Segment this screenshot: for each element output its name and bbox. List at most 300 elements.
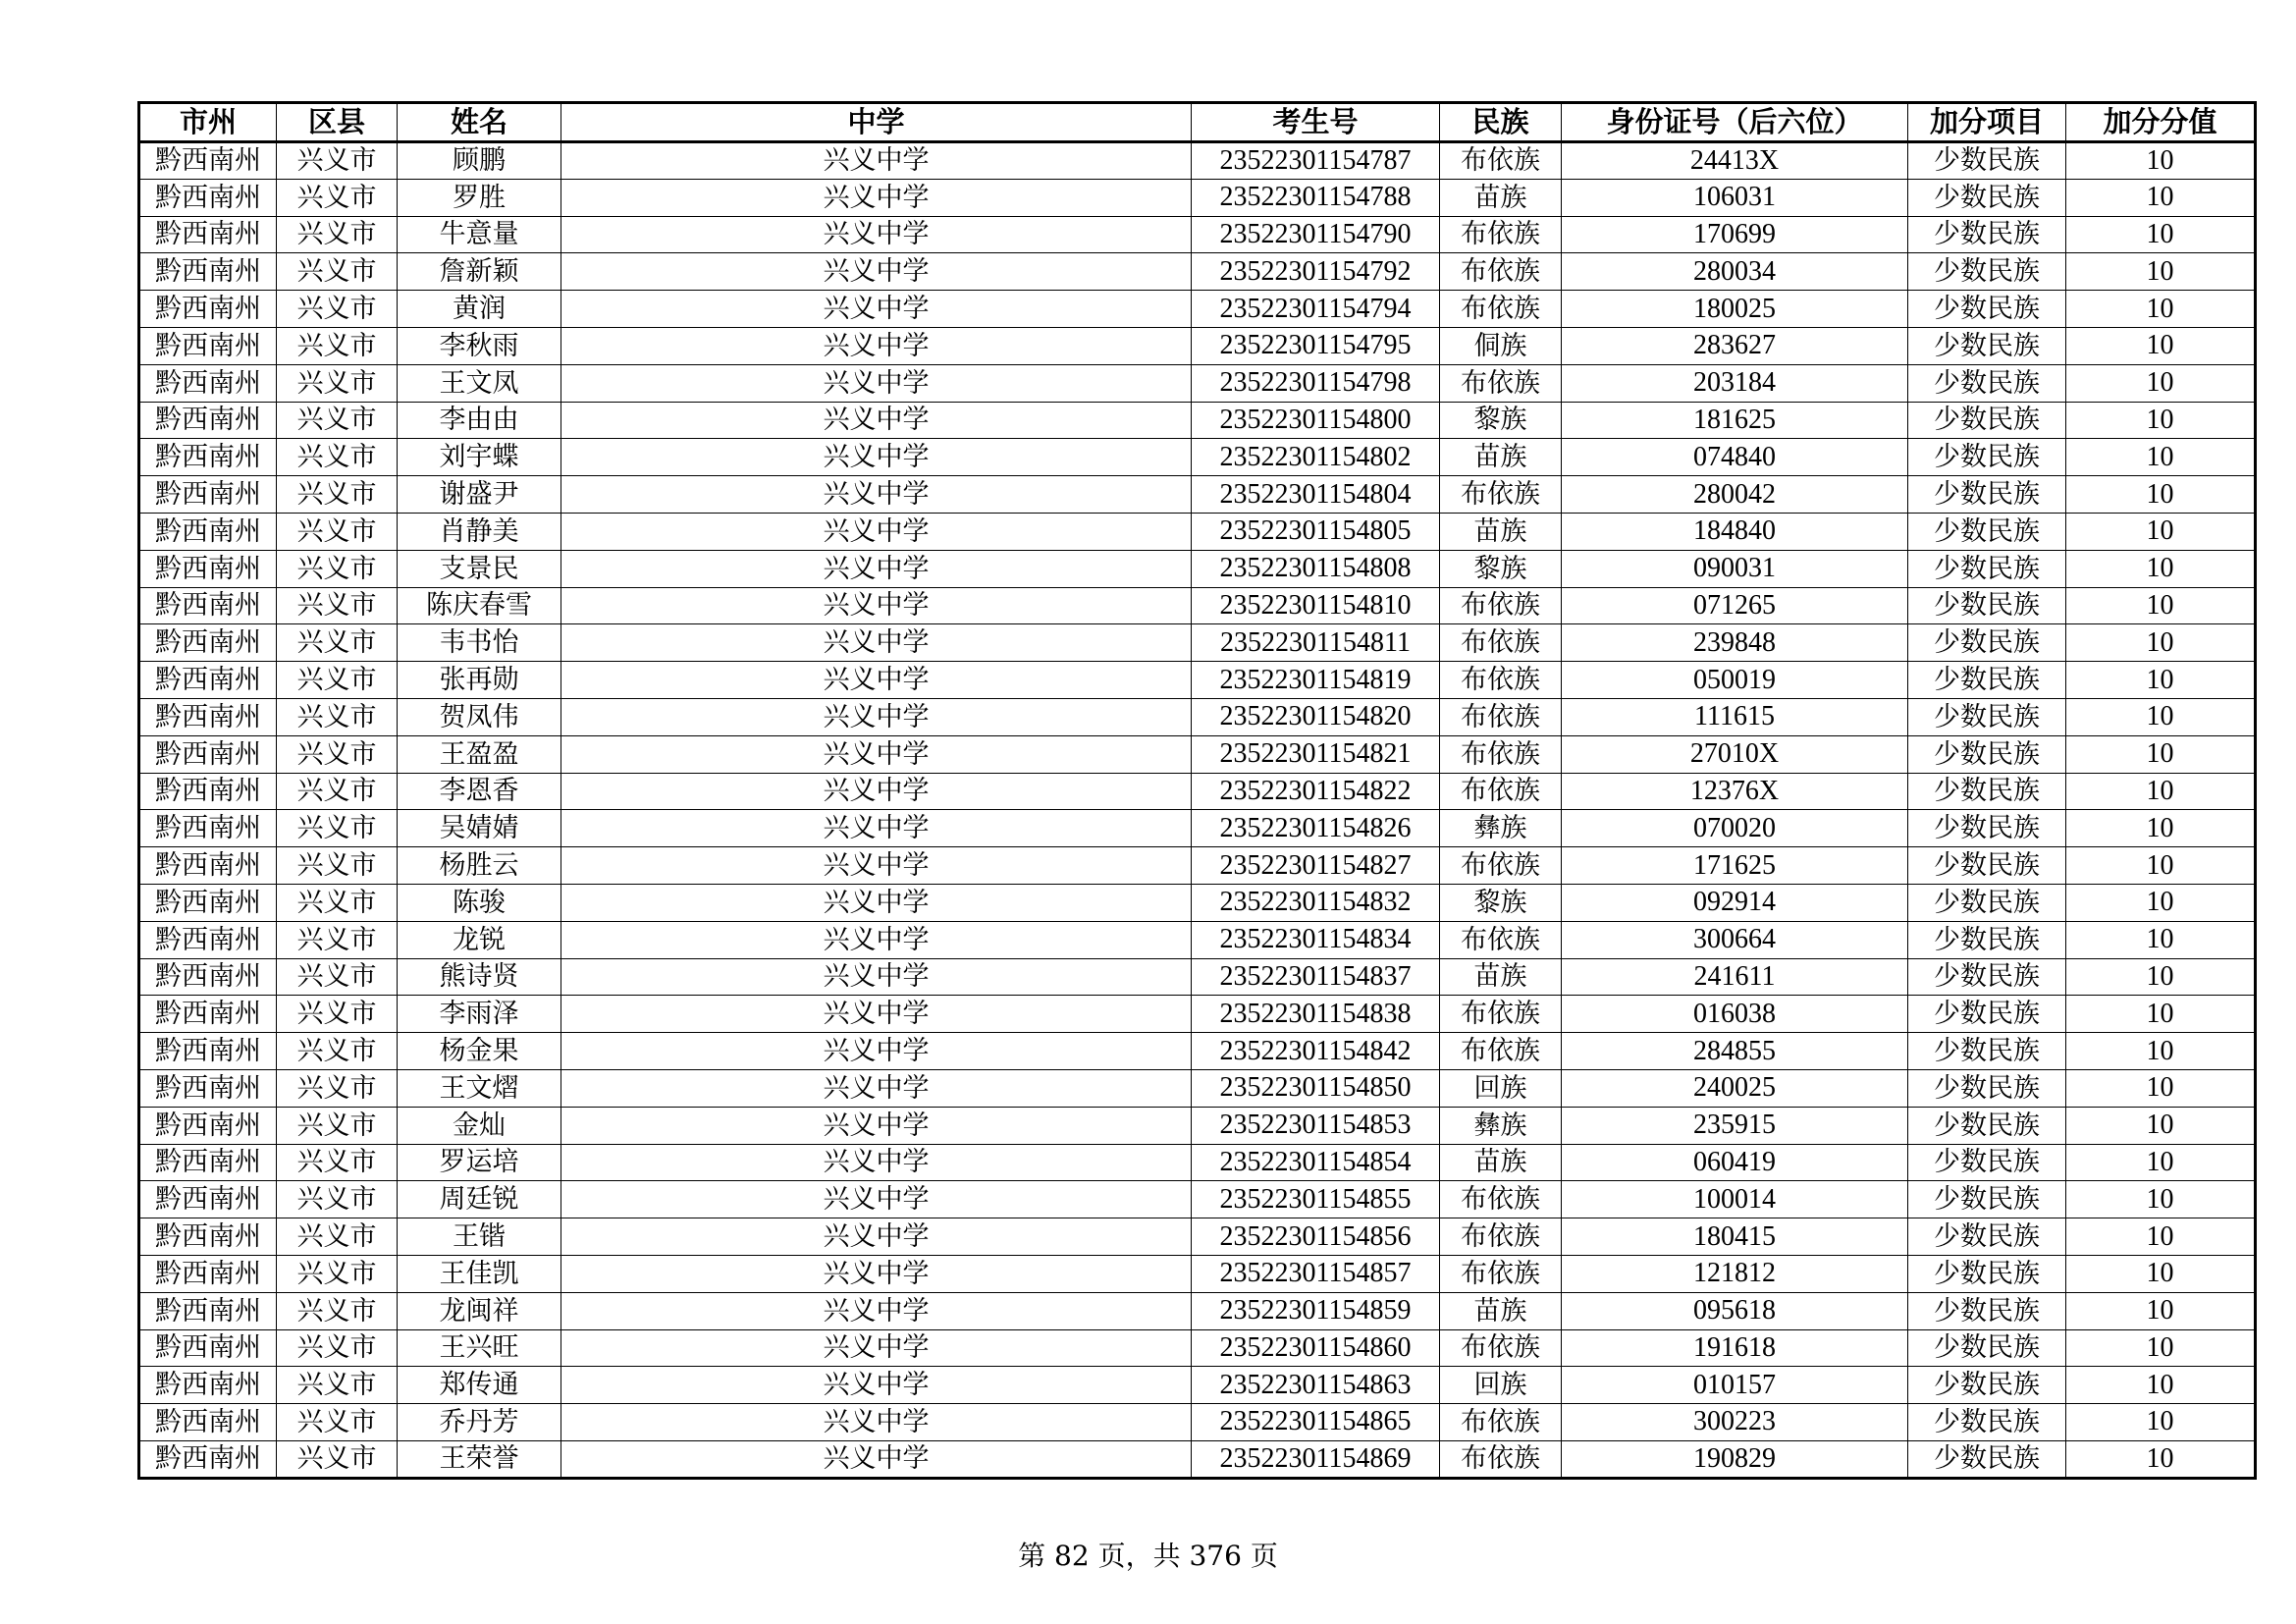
cell-ethnicity: 布依族 (1440, 364, 1562, 402)
cell-name: 李由由 (398, 402, 561, 439)
cell-city: 黔西南州 (139, 364, 277, 402)
cell-bonus-item: 少数民族 (1908, 735, 2066, 773)
cell-city: 黔西南州 (139, 884, 277, 921)
cell-school: 兴义中学 (561, 1144, 1192, 1181)
cell-city: 黔西南州 (139, 513, 277, 550)
cell-county: 兴义市 (277, 735, 398, 773)
cell-id-last-six: 27010X (1562, 735, 1908, 773)
table-row (139, 1069, 2256, 1107)
cell-exam-id: 23522301154808 (1192, 550, 1440, 587)
cell-ethnicity: 黎族 (1440, 550, 1562, 587)
cell-name: 韦书怡 (398, 624, 561, 662)
cell-ethnicity: 布依族 (1440, 1181, 1562, 1218)
cell-name: 杨金果 (398, 1033, 561, 1070)
cell-ethnicity: 布依族 (1440, 698, 1562, 735)
cell-city: 黔西南州 (139, 402, 277, 439)
cell-city: 黔西南州 (139, 439, 277, 476)
cell-id-last-six: 121812 (1562, 1255, 1908, 1292)
cell-exam-id: 23522301154850 (1192, 1069, 1440, 1107)
cell-bonus-item: 少数民族 (1908, 476, 2066, 514)
table-row (139, 662, 2256, 699)
cell-ethnicity: 布依族 (1440, 1033, 1562, 1070)
col-header-ethnicity: 民族 (1440, 103, 1562, 142)
cell-bonus-item: 少数民族 (1908, 402, 2066, 439)
cell-city: 黔西南州 (139, 142, 277, 180)
cell-id-last-six: 12376X (1562, 773, 1908, 810)
col-header-city: 市州 (139, 103, 277, 142)
cell-bonus-item: 少数民族 (1908, 587, 2066, 624)
cell-bonus-item: 少数民族 (1908, 364, 2066, 402)
cell-exam-id: 23522301154804 (1192, 476, 1440, 514)
cell-name: 王盈盈 (398, 735, 561, 773)
cell-id-last-six: 24413X (1562, 142, 1908, 180)
cell-id-last-six: 170699 (1562, 216, 1908, 253)
table-row (139, 773, 2256, 810)
cell-ethnicity: 布依族 (1440, 1255, 1562, 1292)
cell-bonus-item: 少数民族 (1908, 1292, 2066, 1329)
cell-bonus-item: 少数民族 (1908, 624, 2066, 662)
cell-exam-id: 23522301154827 (1192, 847, 1440, 885)
cell-county: 兴义市 (277, 513, 398, 550)
table-row (139, 364, 2256, 402)
cell-bonus-item: 少数民族 (1908, 1144, 2066, 1181)
table-row (139, 1033, 2256, 1070)
cell-name: 杨胜云 (398, 847, 561, 885)
cell-bonus-value: 10 (2066, 773, 2256, 810)
cell-school: 兴义中学 (561, 550, 1192, 587)
cell-bonus-value: 10 (2066, 921, 2256, 958)
cell-exam-id: 23522301154865 (1192, 1404, 1440, 1441)
cell-exam-id: 23522301154800 (1192, 402, 1440, 439)
cell-city: 黔西南州 (139, 921, 277, 958)
cell-ethnicity: 布依族 (1440, 847, 1562, 885)
cell-bonus-item: 少数民族 (1908, 1255, 2066, 1292)
cell-ethnicity: 苗族 (1440, 1292, 1562, 1329)
cell-exam-id: 23522301154802 (1192, 439, 1440, 476)
cell-bonus-item: 少数民族 (1908, 439, 2066, 476)
cell-bonus-value: 10 (2066, 1033, 2256, 1070)
cell-ethnicity: 布依族 (1440, 1329, 1562, 1367)
cell-school: 兴义中学 (561, 402, 1192, 439)
cell-ethnicity: 布依族 (1440, 142, 1562, 180)
cell-bonus-value: 10 (2066, 958, 2256, 996)
cell-county: 兴义市 (277, 1329, 398, 1367)
cell-ethnicity: 布依族 (1440, 291, 1562, 328)
cell-school: 兴义中学 (561, 1404, 1192, 1441)
cell-bonus-item: 少数民族 (1908, 1181, 2066, 1218)
cell-ethnicity: 布依族 (1440, 996, 1562, 1033)
cell-ethnicity: 苗族 (1440, 513, 1562, 550)
cell-ethnicity: 苗族 (1440, 958, 1562, 996)
cell-bonus-value: 10 (2066, 364, 2256, 402)
cell-exam-id: 23522301154798 (1192, 364, 1440, 402)
cell-school: 兴义中学 (561, 364, 1192, 402)
table-row (139, 698, 2256, 735)
cell-city: 黔西南州 (139, 1107, 277, 1144)
cell-county: 兴义市 (277, 216, 398, 253)
table-row (139, 402, 2256, 439)
cell-city: 黔西南州 (139, 1181, 277, 1218)
cell-city: 黔西南州 (139, 253, 277, 291)
cell-bonus-value: 10 (2066, 142, 2256, 180)
cell-county: 兴义市 (277, 253, 398, 291)
cell-exam-id: 23522301154788 (1192, 179, 1440, 216)
cell-city: 黔西南州 (139, 773, 277, 810)
cell-school: 兴义中学 (561, 884, 1192, 921)
cell-bonus-value: 10 (2066, 1218, 2256, 1256)
cell-exam-id: 23522301154842 (1192, 1033, 1440, 1070)
cell-county: 兴义市 (277, 587, 398, 624)
cell-county: 兴义市 (277, 364, 398, 402)
cell-name: 顾鹏 (398, 142, 561, 180)
cell-county: 兴义市 (277, 1218, 398, 1256)
cell-school: 兴义中学 (561, 439, 1192, 476)
cell-name: 支景民 (398, 550, 561, 587)
cell-school: 兴义中学 (561, 1292, 1192, 1329)
cell-city: 黔西南州 (139, 1218, 277, 1256)
cell-city: 黔西南州 (139, 1033, 277, 1070)
cell-bonus-item: 少数民族 (1908, 1404, 2066, 1441)
cell-ethnicity: 苗族 (1440, 439, 1562, 476)
cell-id-last-six: 235915 (1562, 1107, 1908, 1144)
cell-bonus-item: 少数民族 (1908, 142, 2066, 180)
cell-bonus-item: 少数民族 (1908, 179, 2066, 216)
cell-school: 兴义中学 (561, 662, 1192, 699)
cell-name: 陈庆春雪 (398, 587, 561, 624)
cell-bonus-item: 少数民族 (1908, 1107, 2066, 1144)
cell-bonus-value: 10 (2066, 1367, 2256, 1404)
cell-county: 兴义市 (277, 1107, 398, 1144)
cell-name: 贺凤伟 (398, 698, 561, 735)
table-row (139, 921, 2256, 958)
cell-city: 黔西南州 (139, 1255, 277, 1292)
col-header-exam-id: 考生号 (1192, 103, 1440, 142)
cell-id-last-six: 070020 (1562, 810, 1908, 847)
cell-exam-id: 23522301154853 (1192, 1107, 1440, 1144)
cell-exam-id: 23522301154822 (1192, 773, 1440, 810)
cell-school: 兴义中学 (561, 476, 1192, 514)
cell-ethnicity: 布依族 (1440, 587, 1562, 624)
cell-name: 熊诗贤 (398, 958, 561, 996)
cell-name: 肖静美 (398, 513, 561, 550)
cell-name: 金灿 (398, 1107, 561, 1144)
cell-ethnicity: 布依族 (1440, 1218, 1562, 1256)
table-row (139, 587, 2256, 624)
bonus-points-table (137, 101, 2257, 1480)
cell-school: 兴义中学 (561, 1329, 1192, 1367)
cell-county: 兴义市 (277, 550, 398, 587)
cell-name: 陈骏 (398, 884, 561, 921)
cell-id-last-six: 050019 (1562, 662, 1908, 699)
table-row (139, 958, 2256, 996)
col-header-school: 中学 (561, 103, 1192, 142)
cell-name: 李秋雨 (398, 327, 561, 364)
col-header-bonus-item: 加分项目 (1908, 103, 2066, 142)
cell-id-last-six: 180025 (1562, 291, 1908, 328)
cell-name: 罗运培 (398, 1144, 561, 1181)
cell-bonus-value: 10 (2066, 327, 2256, 364)
cell-city: 黔西南州 (139, 847, 277, 885)
cell-id-last-six: 111615 (1562, 698, 1908, 735)
cell-bonus-value: 10 (2066, 735, 2256, 773)
cell-bonus-item: 少数民族 (1908, 1367, 2066, 1404)
cell-school: 兴义中学 (561, 253, 1192, 291)
cell-county: 兴义市 (277, 327, 398, 364)
cell-city: 黔西南州 (139, 587, 277, 624)
table-row (139, 735, 2256, 773)
cell-city: 黔西南州 (139, 1329, 277, 1367)
cell-bonus-item: 少数民族 (1908, 810, 2066, 847)
table-row (139, 439, 2256, 476)
cell-exam-id: 23522301154837 (1192, 958, 1440, 996)
col-header-county: 区县 (277, 103, 398, 142)
cell-city: 黔西南州 (139, 662, 277, 699)
cell-bonus-value: 10 (2066, 1181, 2256, 1218)
cell-exam-id: 23522301154869 (1192, 1440, 1440, 1478)
cell-id-last-six: 074840 (1562, 439, 1908, 476)
cell-id-last-six: 190829 (1562, 1440, 1908, 1478)
cell-bonus-value: 10 (2066, 810, 2256, 847)
cell-school: 兴义中学 (561, 587, 1192, 624)
cell-id-last-six: 106031 (1562, 179, 1908, 216)
cell-ethnicity: 布依族 (1440, 1404, 1562, 1441)
table-row (139, 1367, 2256, 1404)
cell-county: 兴义市 (277, 773, 398, 810)
cell-city: 黔西南州 (139, 291, 277, 328)
cell-bonus-item: 少数民族 (1908, 884, 2066, 921)
cell-bonus-value: 10 (2066, 402, 2256, 439)
cell-county: 兴义市 (277, 402, 398, 439)
cell-exam-id: 23522301154794 (1192, 291, 1440, 328)
cell-city: 黔西南州 (139, 216, 277, 253)
cell-school: 兴义中学 (561, 1181, 1192, 1218)
cell-bonus-value: 10 (2066, 1404, 2256, 1441)
cell-name: 牛意量 (398, 216, 561, 253)
cell-id-last-six: 280034 (1562, 253, 1908, 291)
cell-id-last-six: 203184 (1562, 364, 1908, 402)
table-row (139, 1329, 2256, 1367)
cell-city: 黔西南州 (139, 958, 277, 996)
cell-school: 兴义中学 (561, 1440, 1192, 1478)
cell-id-last-six: 100014 (1562, 1181, 1908, 1218)
cell-exam-id: 23522301154860 (1192, 1329, 1440, 1367)
cell-bonus-item: 少数民族 (1908, 958, 2066, 996)
cell-name: 刘宇蝶 (398, 439, 561, 476)
table-row (139, 216, 2256, 253)
cell-bonus-value: 10 (2066, 996, 2256, 1033)
cell-bonus-item: 少数民族 (1908, 1329, 2066, 1367)
cell-city: 黔西南州 (139, 810, 277, 847)
cell-bonus-item: 少数民族 (1908, 921, 2066, 958)
table-row (139, 996, 2256, 1033)
cell-id-last-six: 090031 (1562, 550, 1908, 587)
cell-name: 王佳凯 (398, 1255, 561, 1292)
cell-city: 黔西南州 (139, 476, 277, 514)
cell-school: 兴义中学 (561, 921, 1192, 958)
cell-city: 黔西南州 (139, 179, 277, 216)
cell-id-last-six: 010157 (1562, 1367, 1908, 1404)
cell-name: 李雨泽 (398, 996, 561, 1033)
cell-county: 兴义市 (277, 1181, 398, 1218)
cell-school: 兴义中学 (561, 1255, 1192, 1292)
cell-bonus-item: 少数民族 (1908, 773, 2066, 810)
cell-city: 黔西南州 (139, 1404, 277, 1441)
cell-bonus-value: 10 (2066, 1144, 2256, 1181)
cell-bonus-value: 10 (2066, 1255, 2256, 1292)
cell-city: 黔西南州 (139, 1367, 277, 1404)
col-header-bonus-value: 加分分值 (2066, 103, 2256, 142)
cell-name: 王荣誉 (398, 1440, 561, 1478)
cell-city: 黔西南州 (139, 624, 277, 662)
header-row (139, 103, 2256, 142)
cell-name: 周廷锐 (398, 1181, 561, 1218)
col-header-name: 姓名 (398, 103, 561, 142)
cell-name: 黄润 (398, 291, 561, 328)
cell-name: 龙闽祥 (398, 1292, 561, 1329)
col-header-id-last-six: 身份证号（后六位） (1562, 103, 1908, 142)
cell-city: 黔西南州 (139, 1069, 277, 1107)
cell-name: 龙锐 (398, 921, 561, 958)
cell-exam-id: 23522301154856 (1192, 1218, 1440, 1256)
table-row (139, 142, 2256, 180)
cell-id-last-six: 284855 (1562, 1033, 1908, 1070)
table-row (139, 1404, 2256, 1441)
cell-county: 兴义市 (277, 1255, 398, 1292)
cell-exam-id: 23522301154811 (1192, 624, 1440, 662)
cell-ethnicity: 布依族 (1440, 735, 1562, 773)
cell-bonus-value: 10 (2066, 179, 2256, 216)
cell-bonus-value: 10 (2066, 513, 2256, 550)
cell-city: 黔西南州 (139, 996, 277, 1033)
cell-bonus-value: 10 (2066, 550, 2256, 587)
cell-bonus-value: 10 (2066, 587, 2256, 624)
cell-school: 兴义中学 (561, 810, 1192, 847)
cell-id-last-six: 280042 (1562, 476, 1908, 514)
cell-bonus-item: 少数民族 (1908, 513, 2066, 550)
cell-bonus-item: 少数民族 (1908, 662, 2066, 699)
cell-id-last-six: 239848 (1562, 624, 1908, 662)
cell-school: 兴义中学 (561, 624, 1192, 662)
table-row (139, 1255, 2256, 1292)
cell-ethnicity: 布依族 (1440, 624, 1562, 662)
cell-county: 兴义市 (277, 476, 398, 514)
cell-school: 兴义中学 (561, 327, 1192, 364)
cell-city: 黔西南州 (139, 1292, 277, 1329)
cell-exam-id: 23522301154838 (1192, 996, 1440, 1033)
cell-exam-id: 23522301154787 (1192, 142, 1440, 180)
cell-county: 兴义市 (277, 179, 398, 216)
cell-exam-id: 23522301154834 (1192, 921, 1440, 958)
cell-county: 兴义市 (277, 1144, 398, 1181)
cell-id-last-six: 240025 (1562, 1069, 1908, 1107)
cell-county: 兴义市 (277, 921, 398, 958)
cell-county: 兴义市 (277, 698, 398, 735)
cell-bonus-item: 少数民族 (1908, 1069, 2066, 1107)
cell-county: 兴义市 (277, 1404, 398, 1441)
cell-bonus-value: 10 (2066, 253, 2256, 291)
cell-exam-id: 23522301154790 (1192, 216, 1440, 253)
cell-ethnicity: 回族 (1440, 1069, 1562, 1107)
cell-bonus-item: 少数民族 (1908, 698, 2066, 735)
cell-bonus-value: 10 (2066, 1069, 2256, 1107)
cell-name: 郑传通 (398, 1367, 561, 1404)
cell-ethnicity: 布依族 (1440, 773, 1562, 810)
cell-id-last-six: 181625 (1562, 402, 1908, 439)
table-row (139, 1107, 2256, 1144)
cell-school: 兴义中学 (561, 142, 1192, 180)
cell-county: 兴义市 (277, 810, 398, 847)
cell-city: 黔西南州 (139, 550, 277, 587)
cell-county: 兴义市 (277, 847, 398, 885)
cell-exam-id: 23522301154859 (1192, 1292, 1440, 1329)
cell-county: 兴义市 (277, 1367, 398, 1404)
cell-school: 兴义中学 (561, 847, 1192, 885)
table-body (139, 142, 2256, 1479)
cell-bonus-item: 少数民族 (1908, 1440, 2066, 1478)
table-row (139, 291, 2256, 328)
table-row (139, 624, 2256, 662)
cell-ethnicity: 侗族 (1440, 327, 1562, 364)
cell-name: 罗胜 (398, 179, 561, 216)
cell-exam-id: 23522301154819 (1192, 662, 1440, 699)
cell-id-last-six: 184840 (1562, 513, 1908, 550)
cell-bonus-item: 少数民族 (1908, 1218, 2066, 1256)
cell-bonus-item: 少数民族 (1908, 216, 2066, 253)
cell-exam-id: 23522301154855 (1192, 1181, 1440, 1218)
cell-school: 兴义中学 (561, 1107, 1192, 1144)
table-row (139, 847, 2256, 885)
cell-name: 张再勋 (398, 662, 561, 699)
cell-bonus-item: 少数民族 (1908, 291, 2066, 328)
cell-exam-id: 23522301154832 (1192, 884, 1440, 921)
cell-bonus-value: 10 (2066, 698, 2256, 735)
cell-bonus-value: 10 (2066, 476, 2256, 514)
cell-exam-id: 23522301154810 (1192, 587, 1440, 624)
cell-ethnicity: 苗族 (1440, 1144, 1562, 1181)
table-row (139, 253, 2256, 291)
cell-county: 兴义市 (277, 291, 398, 328)
cell-id-last-six: 241611 (1562, 958, 1908, 996)
cell-ethnicity: 布依族 (1440, 1440, 1562, 1478)
cell-ethnicity: 布依族 (1440, 253, 1562, 291)
cell-bonus-value: 10 (2066, 1292, 2256, 1329)
table-row (139, 513, 2256, 550)
cell-name: 王锴 (398, 1218, 561, 1256)
cell-school: 兴义中学 (561, 773, 1192, 810)
cell-bonus-value: 10 (2066, 662, 2256, 699)
cell-id-last-six: 180415 (1562, 1218, 1908, 1256)
cell-ethnicity: 彝族 (1440, 1107, 1562, 1144)
table-row (139, 476, 2256, 514)
cell-city: 黔西南州 (139, 327, 277, 364)
cell-school: 兴义中学 (561, 1218, 1192, 1256)
cell-bonus-value: 10 (2066, 624, 2256, 662)
cell-name: 吴婧婧 (398, 810, 561, 847)
cell-bonus-value: 10 (2066, 1329, 2256, 1367)
cell-exam-id: 23522301154821 (1192, 735, 1440, 773)
cell-name: 王文熠 (398, 1069, 561, 1107)
cell-id-last-six: 300664 (1562, 921, 1908, 958)
cell-bonus-item: 少数民族 (1908, 253, 2066, 291)
cell-exam-id: 23522301154820 (1192, 698, 1440, 735)
cell-county: 兴义市 (277, 996, 398, 1033)
cell-ethnicity: 布依族 (1440, 476, 1562, 514)
cell-school: 兴义中学 (561, 1367, 1192, 1404)
cell-exam-id: 23522301154805 (1192, 513, 1440, 550)
cell-exam-id: 23522301154863 (1192, 1367, 1440, 1404)
cell-exam-id: 23522301154792 (1192, 253, 1440, 291)
cell-county: 兴义市 (277, 439, 398, 476)
